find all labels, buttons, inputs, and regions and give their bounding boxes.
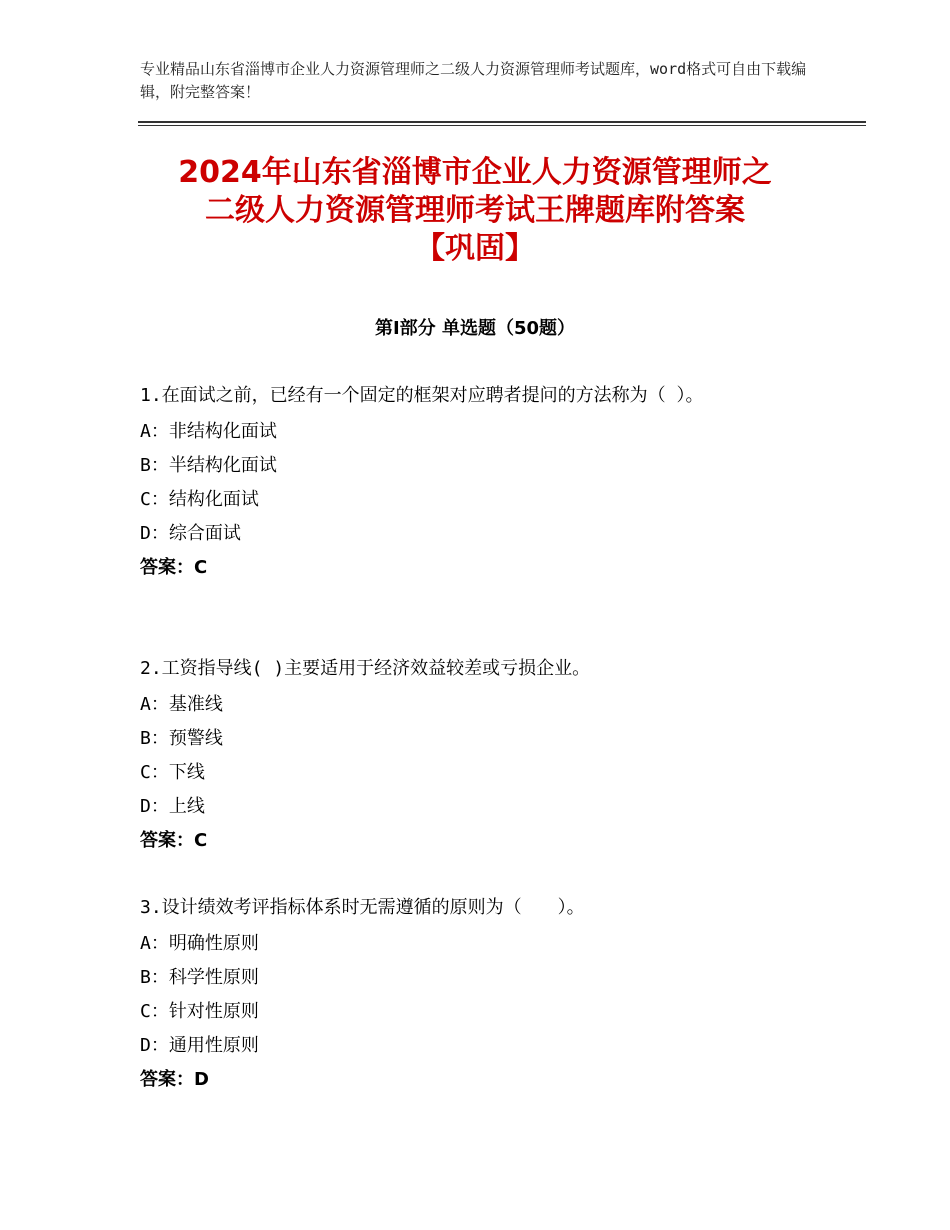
option-a: A：明确性原则	[140, 933, 259, 954]
section-heading: 第Ⅰ部分 单选题（50题）	[374, 318, 575, 339]
header-note: 专业精品山东省淄博市企业人力资源管理师之二级人力资源管理师考试题库，word格式可自由下载编辑，附完整答案！	[140, 60, 807, 101]
answer-label: 答案：C	[140, 830, 208, 851]
header-divider-thick	[138, 121, 866, 123]
option-c: C：结构化面试	[140, 489, 259, 510]
question-2	[140, 654, 790, 858]
title-line-1: 2024年山东省淄博市企业人力资源管理师之	[178, 155, 772, 190]
answer-label: 答案：D	[140, 1069, 209, 1090]
question-stem: 2.工资指导线( )主要适用于经济效益较差或亏损企业。	[140, 658, 591, 679]
option-d: D：综合面试	[140, 523, 241, 544]
question-stem: 1.在面试之前，已经有一个固定的框架对应聘者提问的方法称为（ ）。	[140, 385, 704, 406]
document-title	[100, 154, 850, 268]
header-divider-thin	[138, 125, 866, 126]
option-b: B：预警线	[140, 728, 223, 749]
option-d: D：上线	[140, 796, 205, 817]
answer-label: 答案：C	[140, 557, 208, 578]
option-a: A：非结构化面试	[140, 421, 277, 442]
option-c: C：下线	[140, 762, 205, 783]
option-d: D：通用性原则	[140, 1035, 259, 1056]
option-c: C：针对性原则	[140, 1001, 259, 1022]
title-line-3: 【巩固】	[415, 231, 535, 266]
option-b: B：半结构化面试	[140, 455, 277, 476]
question-3	[140, 893, 790, 1097]
question-1	[140, 381, 790, 585]
title-line-2: 二级人力资源管理师考试王牌题库附答案	[205, 193, 745, 228]
question-stem: 3.设计绩效考评指标体系时无需遵循的原则为（ ）。	[140, 897, 585, 918]
option-a: A：基准线	[140, 694, 223, 715]
option-b: B：科学性原则	[140, 967, 259, 988]
